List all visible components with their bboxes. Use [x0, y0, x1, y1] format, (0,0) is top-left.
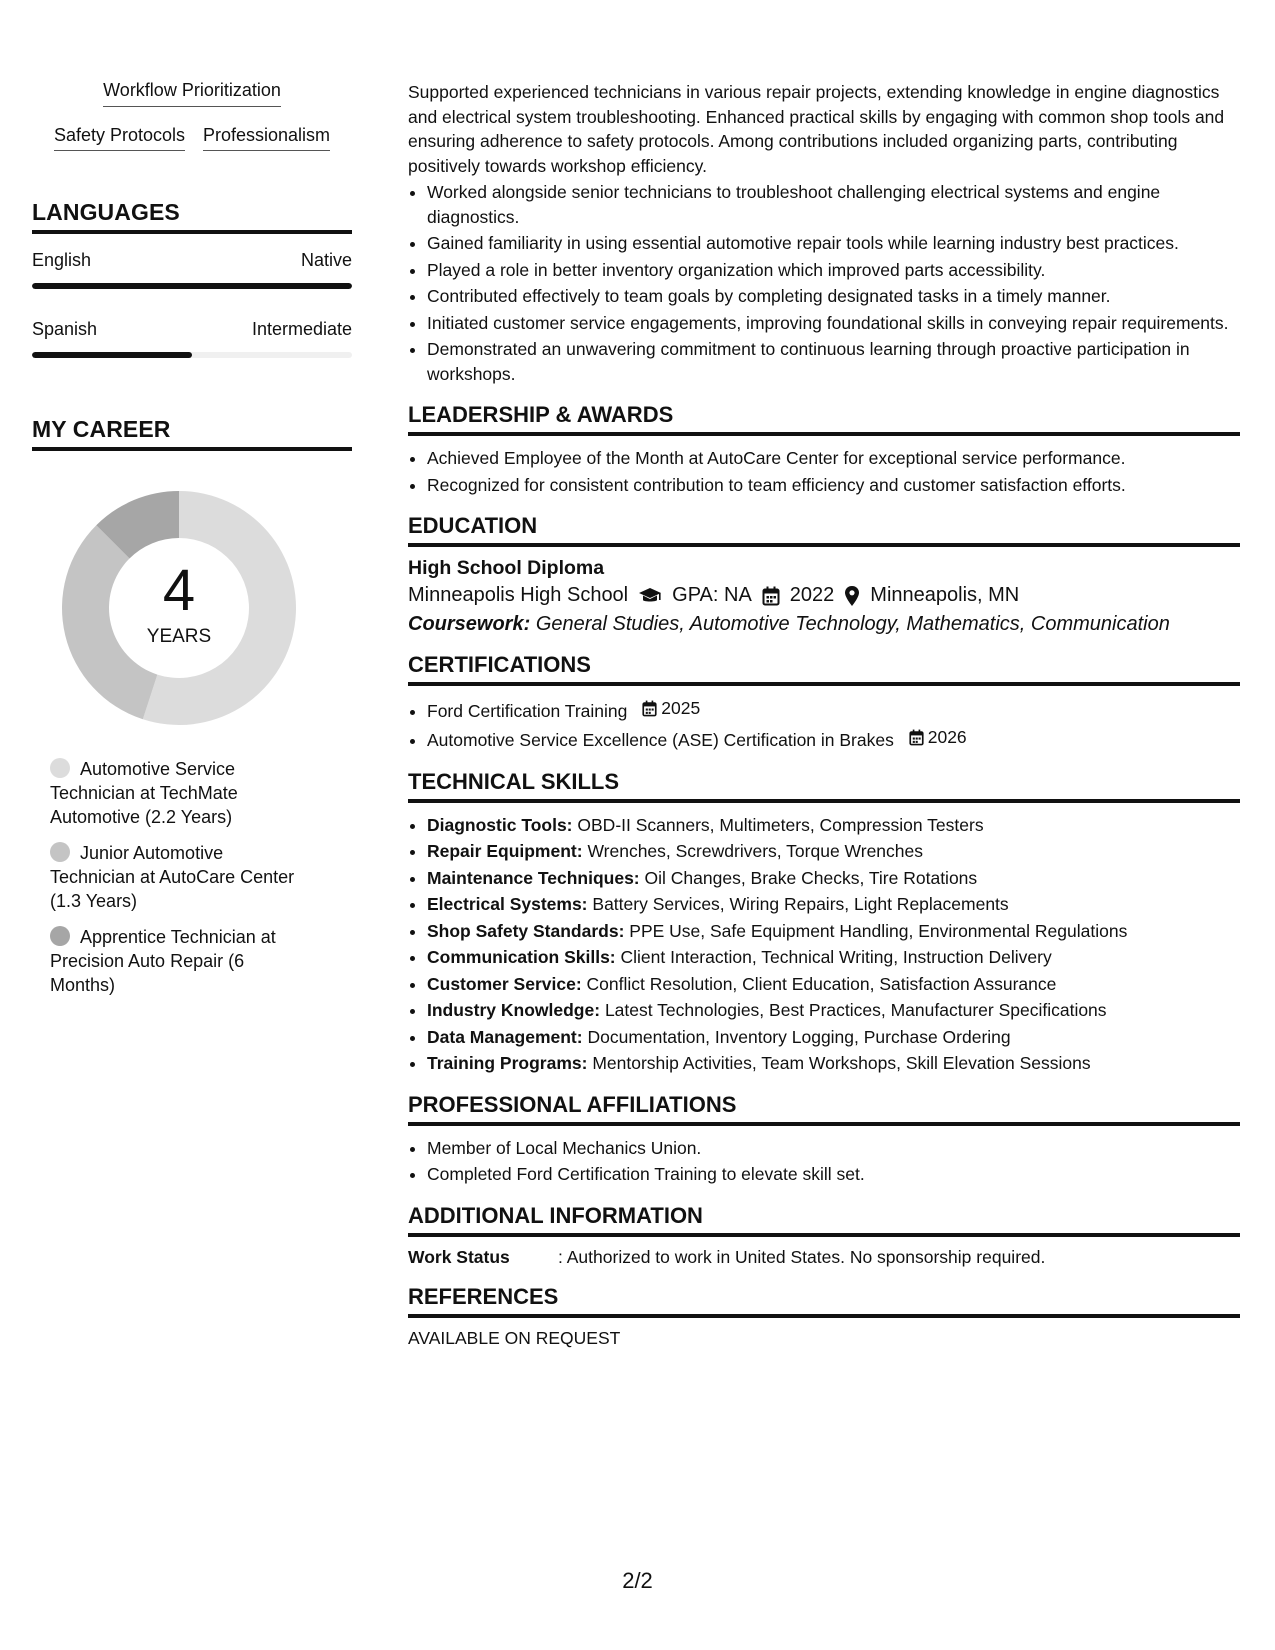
skill-value: Documentation, Inventory Logging, Purchase Ordering — [587, 1026, 1011, 1047]
left-column — [32, 80, 352, 1009]
coursework-value: General Studies, Automotive Technology, Mathematics, Communication — [535, 613, 1170, 635]
legend-label: Junior Automotive Technician at AutoCare Center (1.3 Years) — [50, 843, 295, 912]
legend-label: Automotive Service Technician at TechMate Automotive (2.2 Years) — [50, 759, 238, 828]
language-bar-fill — [32, 283, 352, 289]
legend-item — [50, 757, 310, 829]
skill-label: Customer Service: — [427, 973, 582, 994]
list-item: • Worked alongside senior technicians to troubleshoot challenging electrical systems and engine diagnostics. — [427, 180, 1240, 229]
skill-label: Communication Skills: — [427, 947, 616, 967]
location-pin-icon — [844, 585, 860, 607]
list-item — [427, 813, 1240, 838]
list-item: • Demonstrated an unwavering commitment to continuous learning through proactive participation in workshops. — [427, 337, 1240, 386]
language-level: Intermediate — [251, 319, 352, 340]
language-bar — [32, 352, 352, 358]
skill-value: Latest Technologies, Best Practices, Manufacturer Specifications — [604, 1000, 1107, 1020]
education-school: Minneapolis High School — [408, 584, 629, 606]
additional-info-heading: ADDITIONAL INFORMATION — [408, 1203, 1240, 1237]
skill-label: Electrical Systems: — [427, 894, 588, 914]
certification-name: Ford Certification Training — [427, 700, 628, 721]
language-name: Spanish — [32, 319, 98, 340]
education-gpa: GPA: NA — [672, 584, 752, 606]
references-text: AVAILABLE ON REQUEST — [408, 1327, 621, 1348]
career-total-years: 4 — [162, 558, 196, 624]
language-bar — [32, 283, 352, 289]
list-item — [427, 839, 1240, 864]
list-item: • Played a role in better inventory organization which improved parts accessibility. — [427, 258, 1240, 283]
language-bar-fill — [32, 352, 192, 358]
career-donut — [54, 483, 304, 733]
list-item — [427, 725, 1240, 752]
skill-value: Mentorship Activities, Team Workshops, Skill Elevation Sessions — [592, 1053, 1091, 1073]
skill-value: Battery Services, Wiring Repairs, Light Replacements — [592, 894, 1009, 914]
list-item: • Recognized for consistent contribution to team efficiency and customer satisfaction efforts. — [427, 473, 1240, 498]
certifications-list — [408, 696, 1240, 753]
certifications-heading: CERTIFICATIONS — [408, 652, 1240, 686]
list-item: • Achieved Employee of the Month at AutoCare Center for exceptional service performance. — [427, 446, 1240, 471]
education-degree: High School Diploma — [408, 557, 605, 579]
leadership-list — [408, 446, 1240, 497]
technical-skills-heading: TECHNICAL SKILLS — [408, 769, 1240, 803]
list-item: • Contributed effectively to team goals by completing designated tasks in a timely manner. — [427, 284, 1240, 309]
experience-summary: Supported experienced technicians in various repair projects, extending knowledge in engine diagnostics and electrical system troubleshooting. Enhanced practical skills by engaging with common shop tools and ensuring adherence to safety protocols. Among contributions included organizing parts, contributing positively towards workshop efficiency. — [408, 82, 1225, 176]
calendar-icon — [762, 586, 780, 606]
list-item — [427, 1051, 1240, 1076]
technical-skills-list — [408, 813, 1240, 1076]
skill-tag: Professionalism — [203, 125, 330, 152]
certification-year: 2025 — [661, 698, 701, 718]
list-item — [427, 945, 1240, 970]
list-item: • Initiated customer service engagements, improving foundational skills in conveying repair requirements. — [427, 311, 1240, 336]
legend-dot — [50, 758, 70, 778]
education-year: 2022 — [789, 584, 835, 606]
calendar-icon — [909, 729, 924, 746]
certification-year: 2026 — [927, 727, 967, 748]
skill-value: PPE Use, Safe Equipment Handling, Environmental Regulations — [629, 920, 1128, 941]
experience-bullets — [408, 180, 1240, 386]
skill-label: Data Management: — [427, 1026, 583, 1047]
donut-center — [54, 483, 304, 733]
skill-tag: Workflow Prioritization — [103, 80, 281, 107]
skill-value: Wrenches, Screwdrivers, Torque Wrenches — [587, 841, 924, 861]
skill-row-1 — [32, 80, 352, 107]
education-heading: EDUCATION — [408, 513, 1240, 547]
list-item — [427, 866, 1240, 891]
affiliations-list — [408, 1136, 1240, 1187]
skill-label: Repair Equipment: — [427, 841, 583, 861]
legend-item — [50, 841, 310, 913]
skill-value: OBD-II Scanners, Multimeters, Compression Testers — [577, 814, 984, 835]
list-item: • Member of Local Mechanics Union. — [427, 1136, 1240, 1161]
education-meta — [408, 584, 1240, 607]
list-item — [427, 892, 1240, 917]
work-status-row — [408, 1247, 1240, 1268]
work-status-label: Work Status — [408, 1246, 510, 1267]
skill-label: Training Programs: — [427, 1053, 588, 1073]
language-name: English — [32, 250, 92, 271]
legend-item — [50, 925, 310, 997]
education-location: Minneapolis, MN — [870, 584, 1020, 606]
list-item: • Gained familiarity in using essential automotive repair tools while learning industry best practices. — [427, 231, 1240, 256]
skill-value: Client Interaction, Technical Writing, Instruction Delivery — [620, 947, 1052, 967]
skill-value: Conflict Resolution, Client Education, Satisfaction Assurance — [586, 973, 1057, 994]
list-item — [427, 696, 1240, 723]
list-item — [427, 1025, 1240, 1050]
education-coursework — [408, 613, 1240, 636]
references-heading: REFERENCES — [408, 1284, 1240, 1318]
legend-label: Apprentice Technician at Precision Auto Repair (6 Months) — [50, 927, 276, 996]
legend-dot — [50, 926, 70, 946]
list-item — [427, 919, 1240, 944]
career-section — [32, 416, 352, 997]
list-item: • Completed Ford Certification Training to elevate skill set. — [427, 1162, 1240, 1187]
skill-label: Shop Safety Standards: — [427, 920, 625, 941]
skill-tag: Safety Protocols — [54, 125, 185, 152]
skill-label: Diagnostic Tools: — [427, 814, 573, 835]
languages-section — [32, 199, 352, 358]
calendar-icon — [642, 700, 657, 717]
skill-label: Maintenance Techniques: — [427, 867, 640, 888]
affiliations-heading: PROFESSIONAL AFFILIATIONS — [408, 1092, 1240, 1126]
language-item — [32, 250, 352, 289]
skill-label: Industry Knowledge: — [427, 1000, 601, 1020]
skills-tags — [32, 80, 352, 151]
list-item — [427, 972, 1240, 997]
career-heading: MY CAREER — [32, 416, 352, 451]
right-column — [408, 80, 1240, 1349]
work-status-value: : Authorized to work in United States. No sponsorship required. — [558, 1246, 1046, 1267]
list-item — [427, 998, 1240, 1023]
page-number: 2/2 — [622, 1568, 653, 1593]
coursework-label: Coursework: — [408, 613, 531, 635]
skill-row-2 — [32, 125, 352, 152]
career-legend — [50, 757, 310, 997]
leadership-heading: LEADERSHIP & AWARDS — [408, 402, 1240, 436]
graduation-cap-icon — [638, 586, 662, 606]
language-item — [32, 319, 352, 358]
skill-value: Oil Changes, Brake Checks, Tire Rotations — [644, 867, 978, 888]
language-level: Native — [300, 250, 352, 271]
languages-heading: LANGUAGES — [32, 199, 352, 234]
legend-dot — [50, 842, 70, 862]
career-total-unit: YEARS — [146, 626, 212, 648]
certification-name: Automotive Service Excellence (ASE) Certification in Brakes — [427, 730, 894, 750]
